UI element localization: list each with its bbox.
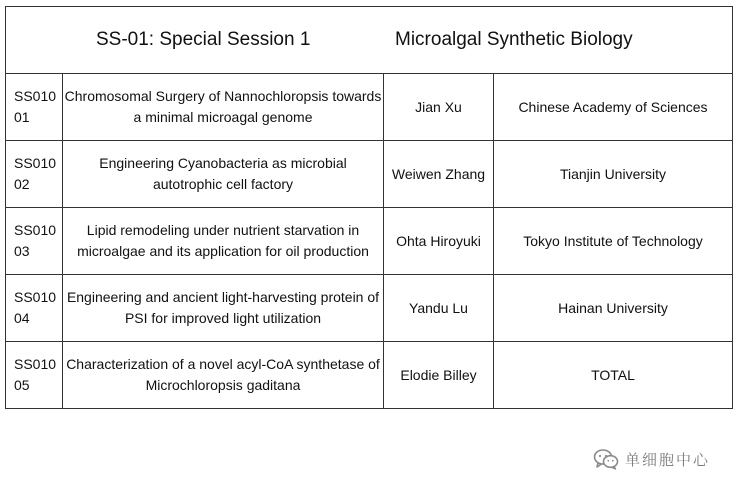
talk-affiliation: Tokyo Institute of Technology	[494, 208, 733, 275]
table-row	[6, 74, 733, 141]
session-header-row	[6, 7, 733, 74]
talk-title: Lipid remodeling under nutrient starvation in microalgae and its application for oil production	[63, 208, 384, 275]
session-table	[5, 6, 733, 409]
talk-title: Characterization of a novel acyl-CoA synthetase of Microchloropsis gaditana	[63, 342, 384, 409]
talk-speaker: Ohta Hiroyuki	[384, 208, 494, 275]
session-header-cell	[6, 7, 733, 74]
talk-code: SS010 02	[6, 141, 63, 208]
table-row	[6, 275, 733, 342]
table-row	[6, 342, 733, 409]
talk-affiliation: Chinese Academy of Sciences	[494, 74, 733, 141]
talk-code: SS010 03	[6, 208, 63, 275]
talk-speaker: Yandu Lu	[384, 275, 494, 342]
wechat-icon	[593, 448, 619, 470]
session-title: SS-01: Special Session 1	[96, 29, 311, 50]
table-row	[6, 208, 733, 275]
talk-affiliation: Hainan University	[494, 275, 733, 342]
talk-affiliation: TOTAL	[494, 342, 733, 409]
talk-title: Engineering Cyanobacteria as microbial autotrophic cell factory	[63, 141, 384, 208]
talk-speaker: Weiwen Zhang	[384, 141, 494, 208]
talk-title: Engineering and ancient light-harvesting protein of PSI for improved light utilization	[63, 275, 384, 342]
session-topic: Microalgal Synthetic Biology	[395, 29, 633, 50]
talk-code: SS010 05	[6, 342, 63, 409]
table-row	[6, 141, 733, 208]
talk-code: SS010 04	[6, 275, 63, 342]
talk-speaker: Elodie Billey	[384, 342, 494, 409]
talk-affiliation: Tianjin University	[494, 141, 733, 208]
talk-title: Chromosomal Surgery of Nannochloropsis towards a minimal microagal genome	[63, 74, 384, 141]
watermark	[593, 448, 710, 470]
talk-code: SS010 01	[6, 74, 63, 141]
watermark-text: 单细胞中心	[625, 451, 711, 469]
talk-speaker: Jian Xu	[384, 74, 494, 141]
